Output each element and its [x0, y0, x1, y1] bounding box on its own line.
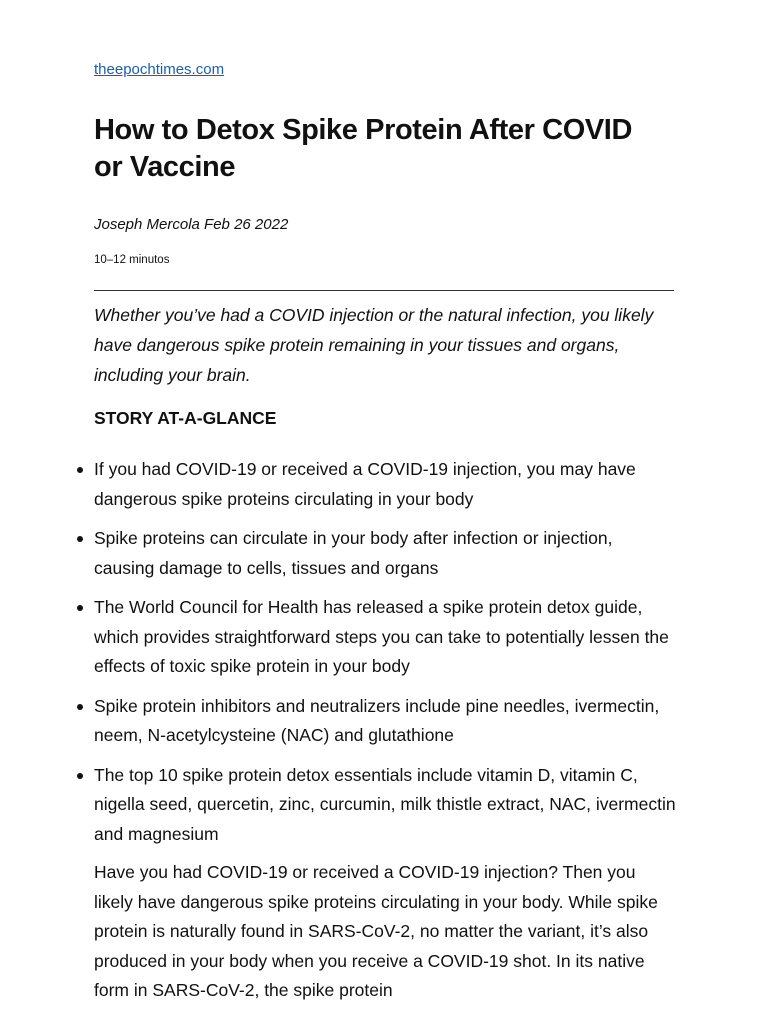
article-body-paragraph: Have you had COVID-19 or received a COVID-19 injection? Then you likely have dangerous spike proteins circulating in your body. While spike protein is naturally found in SARS-CoV-2, no matter the variant, it’s also produced in your body when you receive a COVID-19 shot. In its native form in SARS-CoV-2, the spike protein — [94, 862, 658, 1000]
read-time: 10–12 minutos — [94, 254, 170, 266]
story-at-a-glance-heading: STORY AT-A-GLANCE — [94, 408, 277, 428]
list-item-text: The World Council for Health has released a spike protein detox guide, which provides straightforward steps you can take to potentially lessen the effects of toxic spike protein in your body — [94, 597, 669, 676]
list-item-text: If you had COVID-19 or received a COVID-19 injection, you may have dangerous spike proteins circulating in your body — [94, 459, 636, 509]
article-summary: Whether you’ve had a COVID injection or the natural infection, you likely have dangerous spike protein remaining in your tissues and organs, including your brain. — [94, 305, 654, 385]
list-item-text: Spike protein inhibitors and neutralizers include pine needles, ivermectin, neem, N-acetylcysteine (NAC) and glutathione — [94, 695, 660, 745]
list-item-text: Spike proteins can circulate in your body after infection or injection, causing damage to cells, tissues and organs — [94, 528, 613, 578]
list-item — [94, 761, 676, 850]
bullet-icon — [77, 704, 83, 710]
bullet-icon — [77, 536, 83, 542]
list-item — [94, 455, 676, 514]
list-item — [94, 692, 676, 751]
story-at-a-glance-list — [94, 455, 676, 859]
article-title: How to Detox Spike Protein After COVID or Vaccine — [94, 114, 633, 183]
list-item — [94, 593, 676, 682]
list-item-text: The top 10 spike protein detox essentials include vitamin D, vitamin C, nigella seed, quercetin, zinc, curcumin, milk thistle extract, NAC, ivermectin and magnesium — [94, 764, 676, 844]
bullet-icon — [77, 773, 83, 779]
article-byline: Joseph Mercola Feb 26 2022 — [94, 216, 289, 233]
bullet-icon — [77, 467, 83, 473]
header-divider — [94, 290, 674, 291]
source-link[interactable]: theepochtimes.com — [94, 61, 225, 78]
list-item — [94, 524, 676, 583]
bullet-icon — [77, 605, 83, 611]
